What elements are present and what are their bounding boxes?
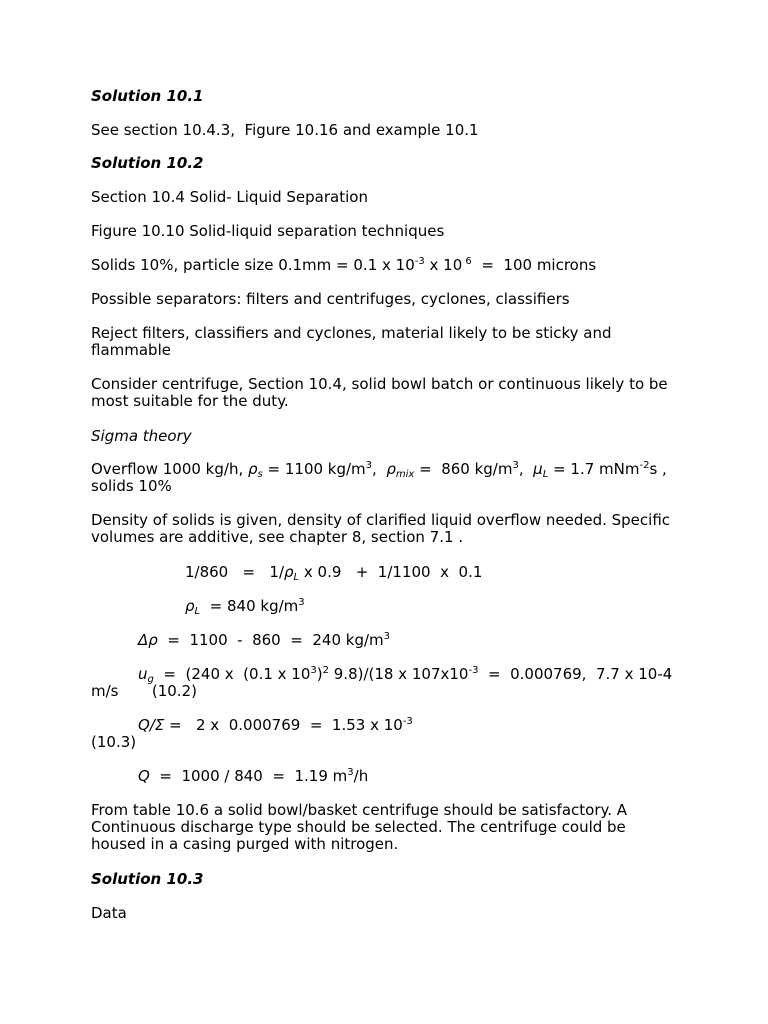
paragraph-possible-separators: Possible separators: filters and centrifuges, cyclones, classifiers <box>91 290 570 308</box>
paragraph-sigma-theory: Sigma theory <box>91 427 192 445</box>
paragraph-section-title: Section 10.4 Solid- Liquid Separation <box>91 188 368 206</box>
equation-density-difference: Δρ = 1100 - 860 = 240 $kg/m^3$ <box>138 631 391 649</box>
equation-liquid-density: $\rho_L = 840$ $kg/m^3$ <box>185 597 305 617</box>
paragraph-solids-particle-size: Solids 10%, particle size 0.1mm = 0.1 x $10^{-3}$ x 10 $^6$ = 100 microns <box>91 256 597 274</box>
heading-solution-10-1: Solution 10.1 <box>91 87 204 105</box>
paragraph-figure-ref: Figure 10.10 Solid-liquid separation techniques <box>91 222 445 240</box>
paragraph-overflow-data: Overflow 1000 kg/h, $\rho_s = 1100$ $kg/m^3$, $\rho_{mix} = 860$ $kg/m^3$, $\mu_L = 1.7$ mNm$^{-2}$s , solids 10% <box>91 460 672 495</box>
paragraph-see-section: See section 10.4.3, Figure 10.16 and example 10.1 <box>91 121 479 139</box>
paragraph-data: Data <box>91 904 127 922</box>
paragraph-reject-filters: Reject filters, classifiers and cyclones, material likely to be sticky and flammable <box>91 324 617 359</box>
paragraph-density-of-solids: Density of solids is given, density of clarified liquid overflow needed. Specific volumes are additive, see chapter 8, section 7.1 . <box>91 511 675 546</box>
heading-solution-10-3: Solution 10.3 <box>91 870 204 888</box>
equation-specific-volume: $1/860 = 1/\rho_L$ x 0.9 + 1/1100 x 0.1 <box>185 563 483 583</box>
equation-volumetric-flow: Q = 1000 / 840 = 1.19 $m^3/h$ <box>138 767 369 785</box>
paragraph-conclusion: From table 10.6 a solid bowl/basket centrifuge should be satisfactory. A Continuous discharge type should be selected. The centrifuge could be housed in a casing purged with nitrogen. <box>91 801 632 853</box>
equation-settling-velocity: $u_g = (240$ x (0.1 x $10^3)^2$ 9.8)/(18 x $107x10^{-3} = 0.000769$, 7.7 x 10-4 m/s (10.2) <box>91 665 678 700</box>
heading-solution-10-2: Solution 10.2 <box>91 154 204 172</box>
equation-q-over-sigma: Q/Σ = 2 x 0.000769 = 1.53 x $10^{-3}$ (10.3) <box>91 716 413 751</box>
paragraph-consider-centrifuge: Consider centrifuge, Section 10.4, solid bowl batch or continuous likely to be most suitable for the duty. <box>91 375 673 410</box>
